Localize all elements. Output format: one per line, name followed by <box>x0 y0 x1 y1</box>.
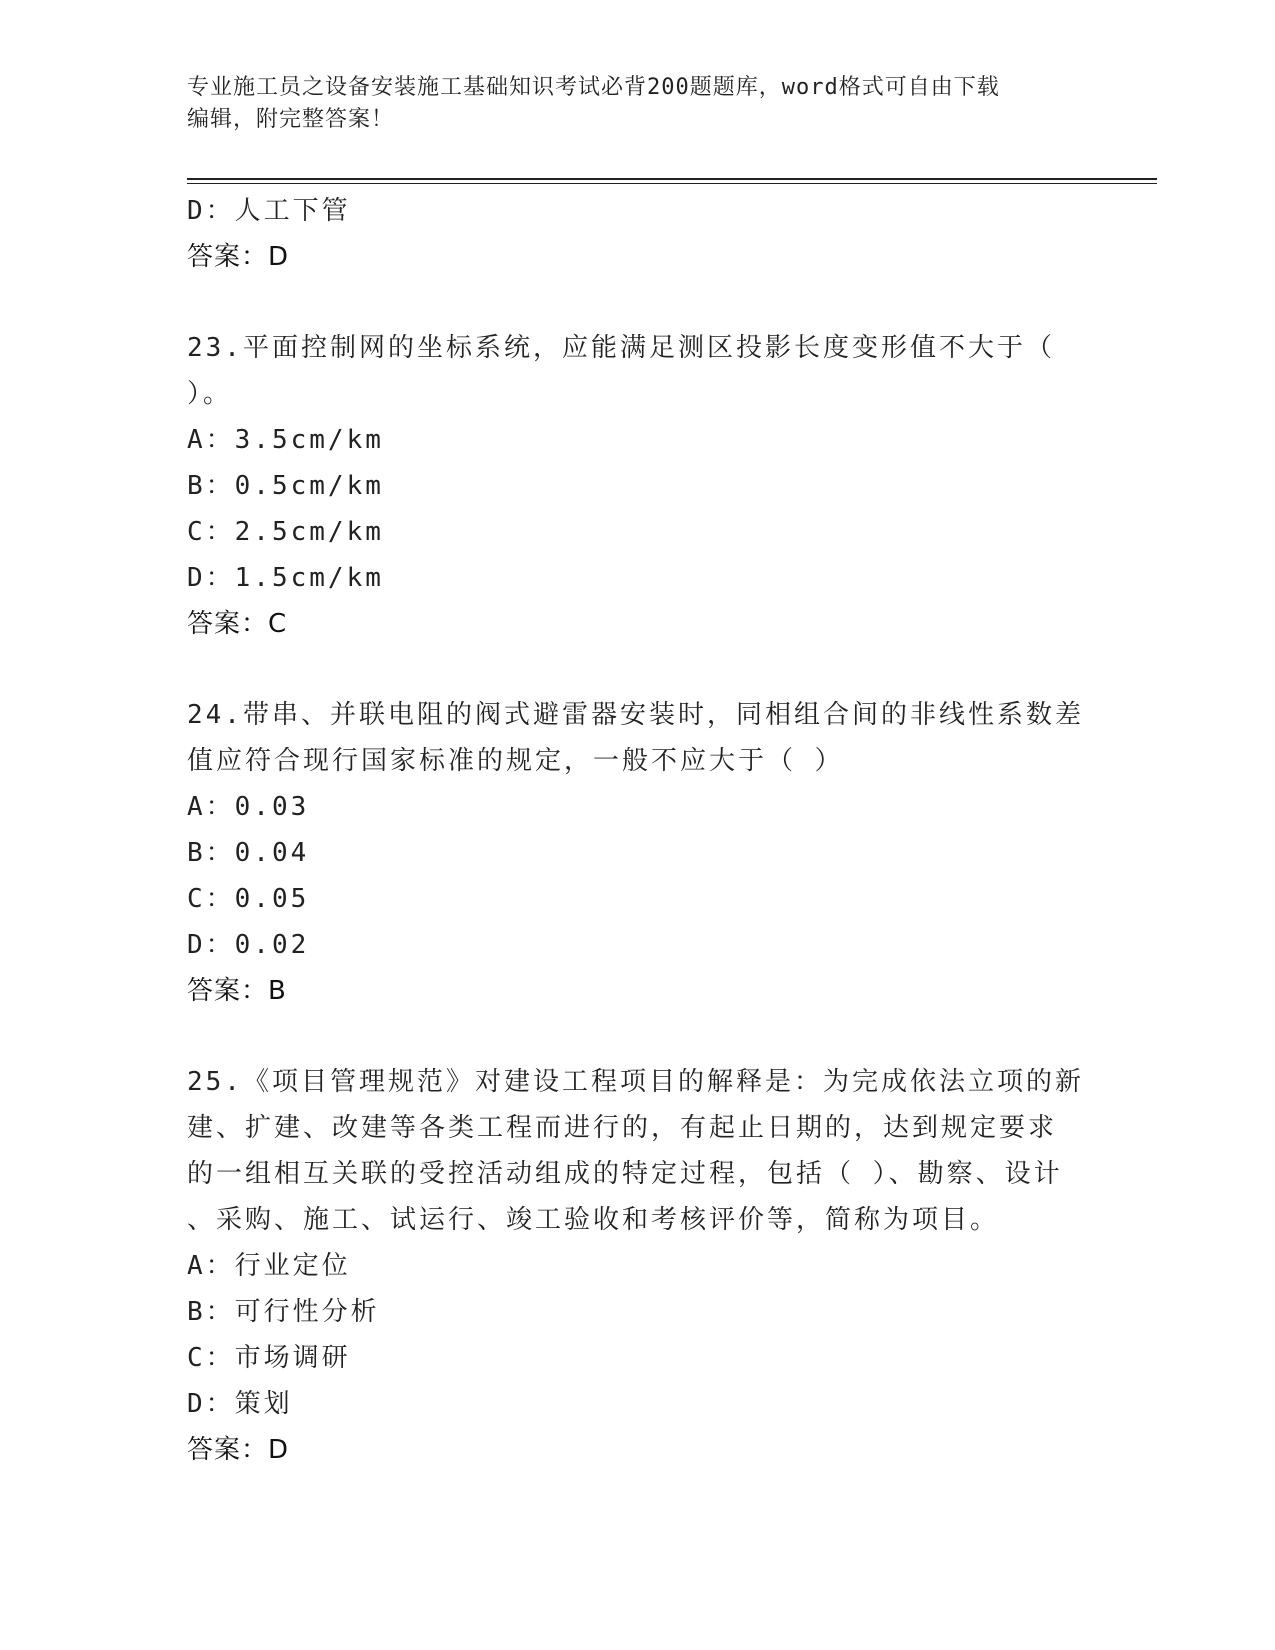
option-b: B：可行性分析 <box>187 1297 380 1327</box>
option-d: D：0.02 <box>187 930 310 960</box>
option-a: A：3.5cm/km <box>187 425 384 455</box>
question-stem: 建、扩建、改建等各类工程而进行的，有起止日期的，达到规定要求 <box>187 1113 1058 1143</box>
page-header <box>187 72 1087 136</box>
question-25 <box>187 1059 1087 1473</box>
question-24 <box>187 692 1087 1014</box>
option-c: C：0.05 <box>187 884 310 914</box>
header-divider-thin <box>187 183 1157 184</box>
option-a: A：行业定位 <box>187 1251 351 1281</box>
question-stem: 23.平面控制网的坐标系统，应能满足测区投影长度变形值不大于（ <box>187 333 1055 363</box>
option-d: D：策划 <box>187 1389 293 1419</box>
question-stem: 24.带串、并联电阻的阀式避雷器安装时，同相组合间的非线性系数差 <box>187 700 1084 730</box>
question-stem: 的一组相互关联的受控活动组成的特定过程，包括（ ）、勘察、设计 <box>187 1159 1063 1189</box>
question-stem: ）。 <box>187 379 233 409</box>
question-stem: 25.《项目管理规范》对建设工程项目的解释是：为完成依法立项的新 <box>187 1067 1084 1097</box>
option-c: C：市场调研 <box>187 1343 351 1373</box>
question-stem: 值应符合现行国家标准的规定，一般不应大于（ ） <box>187 746 844 776</box>
question-list <box>187 188 1087 1473</box>
answer: 答案：D <box>187 1435 290 1465</box>
answer: 答案：D <box>187 242 290 272</box>
header-title-line2: 编辑，附完整答案！ <box>187 107 395 132</box>
answer: 答案：C <box>187 609 288 639</box>
header-title-line1: 专业施工员之设备安装施工基础知识考试必背200题题库，word格式可自由下载 <box>187 75 1000 100</box>
option-a: A：0.03 <box>187 792 310 822</box>
option-c: C：2.5cm/km <box>187 517 384 547</box>
answer: 答案：B <box>187 976 287 1006</box>
option-b: B：0.5cm/km <box>187 471 384 501</box>
question-22-tail <box>187 188 1087 280</box>
question-23 <box>187 325 1087 647</box>
option-d: D：1.5cm/km <box>187 563 384 593</box>
question-stem: 、采购、施工、试运行、竣工验收和考核评价等，简称为项目。 <box>187 1205 1000 1235</box>
option-b: B：0.04 <box>187 838 310 868</box>
header-divider <box>187 178 1157 180</box>
option-d: D：人工下管 <box>187 196 351 226</box>
